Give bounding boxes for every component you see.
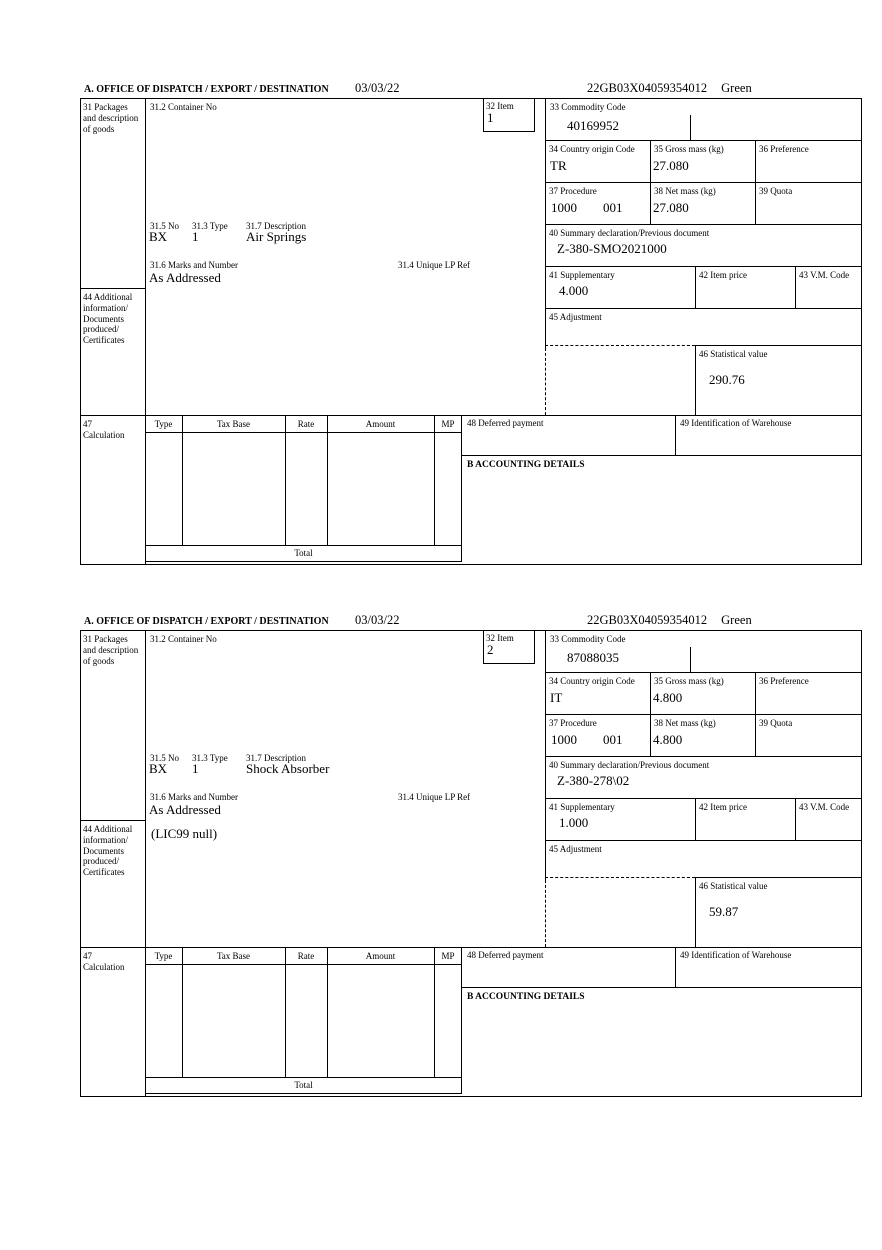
divider-line xyxy=(675,415,676,455)
box31-3-label: 31.3 Type xyxy=(192,753,228,763)
box38-label: 38 Net mass (kg) xyxy=(654,186,716,196)
divider-line xyxy=(545,98,546,348)
summary-declaration-value: Z-380-278\02 xyxy=(557,773,630,788)
calc-total-label: Total xyxy=(294,548,313,558)
calc-col-rate: Rate xyxy=(297,419,315,429)
divider-line xyxy=(545,756,862,757)
package-type-value: 1 xyxy=(192,761,199,776)
procedure-extra-value: 001 xyxy=(603,200,623,215)
commodity-code-divider xyxy=(690,647,691,672)
gross-mass-value: 27.080 xyxy=(653,158,689,173)
divider-line xyxy=(695,877,862,878)
divider-line xyxy=(695,345,696,415)
calc-col-type: Type xyxy=(154,951,173,961)
mrn-number: 22GB03X04059354012 xyxy=(587,613,708,627)
box31-label: 31 Packages and description of goods xyxy=(83,102,139,134)
box42-label: 42 Item price xyxy=(699,802,747,812)
box35-label: 35 Gross mass (kg) xyxy=(654,676,724,686)
box44-label: 44 Additional information/ Documents produced/ Certificates xyxy=(83,292,133,346)
package-type-value: 1 xyxy=(192,229,199,244)
box31-3-label: 31.3 Type xyxy=(192,221,228,231)
divider-line xyxy=(327,415,328,545)
procedure-extra-value: 001 xyxy=(603,732,623,747)
commodity-code-value: 40169952 xyxy=(567,118,619,133)
box45-label: 45 Adjustment xyxy=(549,312,602,322)
dashed-divider-line xyxy=(545,348,546,415)
divider-line xyxy=(545,140,862,141)
net-mass-value: 27.080 xyxy=(653,200,689,215)
calc-col-mp: MP xyxy=(441,419,455,429)
marks-number-value: As Addressed xyxy=(149,270,221,285)
box48-label: 48 Deferred payment xyxy=(467,950,544,960)
divider-line xyxy=(675,947,676,987)
box39-label: 39 Quota xyxy=(759,718,793,728)
box31-4-label: 31.4 Unique LP Ref xyxy=(398,792,471,802)
box31-4-label: 31.4 Unique LP Ref xyxy=(398,260,471,270)
declaration-reference xyxy=(587,81,752,96)
box34-label: 34 Country origin Code xyxy=(549,144,635,154)
calculation-table xyxy=(145,947,462,1094)
divider-line xyxy=(695,266,696,308)
calc-col-amount: Amount xyxy=(365,951,396,961)
declaration-date: 03/03/22 xyxy=(355,81,400,95)
box46-label: 46 Statistical value xyxy=(699,881,768,891)
divider-line xyxy=(182,415,183,545)
divider-line xyxy=(80,288,145,289)
box31-2-label: 31.2 Container No xyxy=(150,102,217,112)
box31-6-label: 31.6 Marks and Number xyxy=(150,792,238,802)
calc-col-tax-base: Tax Base xyxy=(216,419,251,429)
divider-line xyxy=(545,630,546,880)
box42-label: 42 Item price xyxy=(699,270,747,280)
divider-line xyxy=(145,1077,462,1078)
box37-label: 37 Procedure xyxy=(549,186,597,196)
divider-line xyxy=(545,182,862,183)
statistical-value: 290.76 xyxy=(709,372,745,387)
box40-label: 40 Summary declaration/Previous document xyxy=(549,228,710,238)
divider-line xyxy=(145,432,462,433)
box43-label: 43 V.M. Code xyxy=(799,802,850,812)
box37-label: 37 Procedure xyxy=(549,718,597,728)
divider-line xyxy=(545,308,862,309)
divider-line xyxy=(545,798,862,799)
dashed-divider-line xyxy=(545,345,695,346)
box44-label: 44 Additional information/ Documents produced/ Certificates xyxy=(83,824,133,878)
additional-information-value: (LIC99 null) xyxy=(151,826,218,841)
item-number-value: 2 xyxy=(487,642,494,657)
supplementary-value: 1.000 xyxy=(559,815,589,830)
country-origin-value: IT xyxy=(550,690,563,705)
divider-line xyxy=(545,224,862,225)
box39-label: 39 Quota xyxy=(759,186,793,196)
box36-label: 36 Preference xyxy=(759,144,809,154)
divider-line xyxy=(462,455,862,456)
accounting-details-label: B ACCOUNTING DETAILS xyxy=(467,992,585,1002)
package-no-value: BX xyxy=(149,761,168,776)
net-mass-value: 4.800 xyxy=(653,732,683,747)
divider-line xyxy=(795,266,796,308)
commodity-code-value: 87088035 xyxy=(567,650,619,665)
box36-label: 36 Preference xyxy=(759,676,809,686)
procedure-value: 1000 xyxy=(551,732,577,747)
box40-label: 40 Summary declaration/Previous document xyxy=(549,760,710,770)
divider-line xyxy=(182,947,183,1077)
box43-label: 43 V.M. Code xyxy=(799,270,850,280)
customs-item-block-1 xyxy=(80,83,863,566)
divider-line xyxy=(434,947,435,1077)
divider-line xyxy=(695,345,862,346)
box31-5-label: 31.5 No xyxy=(150,221,179,231)
box49-label: 49 Identification of Warehouse xyxy=(680,418,792,428)
calc-col-mp: MP xyxy=(441,951,455,961)
calc-col-rate: Rate xyxy=(297,951,315,961)
goods-description-value: Air Springs xyxy=(246,229,307,244)
box34-label: 34 Country origin Code xyxy=(549,676,635,686)
box33-label: 33 Commodity Code xyxy=(550,102,626,112)
divider-line xyxy=(285,415,286,545)
country-origin-value: TR xyxy=(550,158,567,173)
routing-channel: Green xyxy=(721,613,752,627)
calc-col-type: Type xyxy=(154,419,173,429)
commodity-code-divider xyxy=(690,115,691,140)
box32-label: 32 Item xyxy=(486,633,514,643)
procedure-value: 1000 xyxy=(551,200,577,215)
divider-line xyxy=(545,840,862,841)
calc-col-amount: Amount xyxy=(365,419,396,429)
marks-number-value: As Addressed xyxy=(149,802,221,817)
routing-channel: Green xyxy=(721,81,752,95)
box31-7-label: 31.7 Description xyxy=(246,753,306,763)
package-no-value: BX xyxy=(149,229,168,244)
office-of-dispatch-header: A. OFFICE OF DISPATCH / EXPORT / DESTINATION xyxy=(84,84,329,95)
box41-label: 41 Supplementary xyxy=(549,802,615,812)
divider-line xyxy=(80,820,145,821)
customs-item-block-2 xyxy=(80,615,863,1098)
calc-total-label: Total xyxy=(294,1080,313,1090)
divider-line xyxy=(285,947,286,1077)
divider-line xyxy=(145,545,462,546)
divider-line xyxy=(795,798,796,840)
box31-label: 31 Packages and description of goods xyxy=(83,634,139,666)
box31-7-label: 31.7 Description xyxy=(246,221,306,231)
box47-label: 47 Calculation xyxy=(83,951,125,972)
box38-label: 38 Net mass (kg) xyxy=(654,718,716,728)
box31-6-label: 31.6 Marks and Number xyxy=(150,260,238,270)
box31-5-label: 31.5 No xyxy=(150,753,179,763)
dashed-divider-line xyxy=(545,880,546,947)
summary-declaration-value: Z-380-SMO2021000 xyxy=(557,241,667,256)
box31-2-label: 31.2 Container No xyxy=(150,634,217,644)
gross-mass-value: 4.800 xyxy=(653,690,683,705)
box41-label: 41 Supplementary xyxy=(549,270,615,280)
supplementary-value: 4.000 xyxy=(559,283,589,298)
accounting-details-label: B ACCOUNTING DETAILS xyxy=(467,460,585,470)
divider-line xyxy=(462,987,862,988)
divider-line xyxy=(434,415,435,545)
item-number-value: 1 xyxy=(487,110,494,125)
divider-line xyxy=(695,798,696,840)
box48-label: 48 Deferred payment xyxy=(467,418,544,428)
dashed-divider-line xyxy=(545,877,695,878)
calc-col-tax-base: Tax Base xyxy=(216,951,251,961)
goods-description-value: Shock Absorber xyxy=(246,761,330,776)
divider-line xyxy=(545,672,862,673)
box47-label: 47 Calculation xyxy=(83,419,125,440)
box46-label: 46 Statistical value xyxy=(699,349,768,359)
declaration-date: 03/03/22 xyxy=(355,613,400,627)
box49-label: 49 Identification of Warehouse xyxy=(680,950,792,960)
box33-label: 33 Commodity Code xyxy=(550,634,626,644)
box45-label: 45 Adjustment xyxy=(549,844,602,854)
divider-line xyxy=(695,877,696,947)
divider-line xyxy=(545,266,862,267)
box32-label: 32 Item xyxy=(486,101,514,111)
divider-line xyxy=(327,947,328,1077)
box35-label: 35 Gross mass (kg) xyxy=(654,144,724,154)
declaration-reference xyxy=(587,613,752,628)
divider-line xyxy=(145,964,462,965)
mrn-number: 22GB03X04059354012 xyxy=(587,81,708,95)
statistical-value: 59.87 xyxy=(709,904,739,919)
calculation-table xyxy=(145,415,462,562)
office-of-dispatch-header: A. OFFICE OF DISPATCH / EXPORT / DESTINATION xyxy=(84,616,329,627)
divider-line xyxy=(545,714,862,715)
